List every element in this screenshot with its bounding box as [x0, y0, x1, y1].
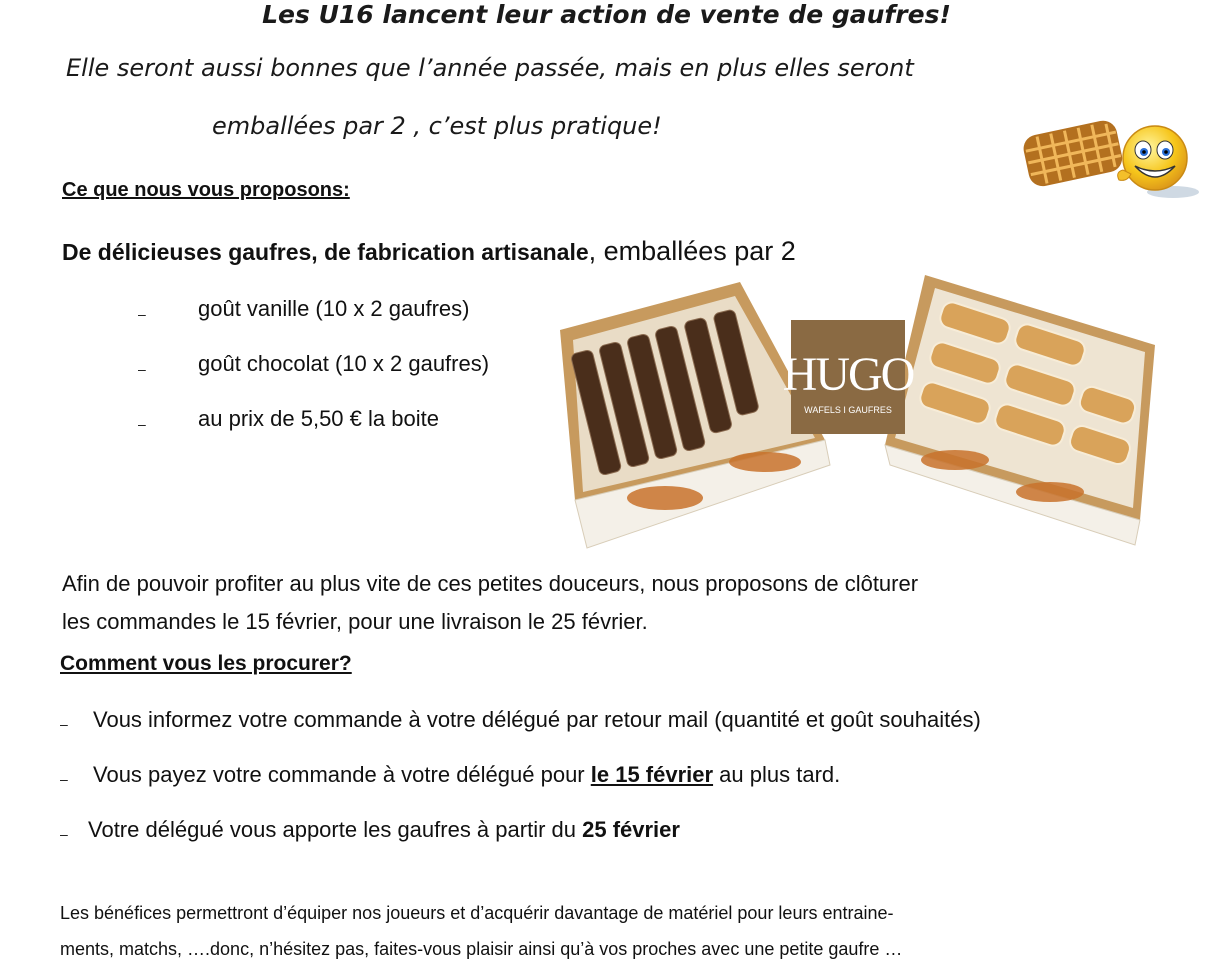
step-2-date: le 15 février	[590, 762, 714, 787]
brand-name: HUGO	[782, 348, 914, 401]
step-2	[93, 762, 840, 788]
step-3-date: 25 février	[582, 817, 680, 842]
offer-tagline	[62, 236, 796, 267]
step-3-text: Votre délégué vous apporte les gaufres à partir du	[88, 817, 583, 842]
tagline-bold: De délicieuses gaufres, de fabrication artisanale	[62, 239, 589, 265]
step-1: Vous informez votre commande à votre délégué par retour mail (quantité et goût souhaités)	[93, 707, 981, 732]
offer-heading: Ce que nous vous proposons:	[62, 179, 350, 201]
footer-text	[60, 895, 902, 967]
waffle-boxes-photo	[555, 270, 1165, 555]
order-info-paragraph	[62, 565, 918, 641]
dash-bullet: –	[60, 716, 68, 732]
footer-line-2: ments, matchs, ….donc, n’hésitez pas, faites-vous plaisir ainsi qu’à vos proches avec une petite gaufre …	[60, 939, 903, 959]
step-3	[88, 817, 680, 843]
dash-bullet: –	[60, 771, 68, 787]
dash-bullet: –	[60, 826, 68, 842]
dash-bullet: –	[138, 416, 146, 432]
tagline-rest: , emballées par 2	[588, 236, 796, 266]
paragraph-line-1: Afin de pouvoir profiter au plus vite de ces petites douceurs, nous proposons de clôturer	[62, 571, 919, 596]
subtitle-line-2: emballées par 2 , c’est plus pratique!	[212, 112, 662, 140]
paragraph-line-2: les commandes le 15 février, pour une livraison le 25 février.	[62, 609, 648, 634]
brand-tagline: WAFELS I GAUFRES	[804, 405, 892, 415]
product-price: au prix de 5,50 € la boite	[198, 406, 439, 431]
hugo-logo	[783, 320, 914, 434]
dash-bullet: –	[138, 306, 146, 322]
product-vanilla: goût vanille (10 x 2 gaufres)	[198, 296, 470, 321]
step-2-text: Vous payez votre commande à votre délégué pour	[93, 762, 591, 787]
waffle-smiley-illustration	[1015, 110, 1205, 205]
product-chocolate: goût chocolat (10 x 2 gaufres)	[198, 351, 490, 376]
dash-bullet: –	[138, 361, 146, 377]
subtitle-line-1: Elle seront aussi bonnes que l’année passée, mais en plus elles seront	[66, 54, 914, 82]
footer-line-1: Les bénéfices permettront d’équiper nos joueurs et d’acquérir davantage de matériel pour leurs entraine-	[60, 903, 894, 923]
page-title: Les U16 lancent leur action de vente de gaufres!	[262, 0, 951, 29]
how-heading: Comment vous les procurer?	[60, 652, 352, 675]
step-2-end: au plus tard.	[713, 762, 841, 787]
